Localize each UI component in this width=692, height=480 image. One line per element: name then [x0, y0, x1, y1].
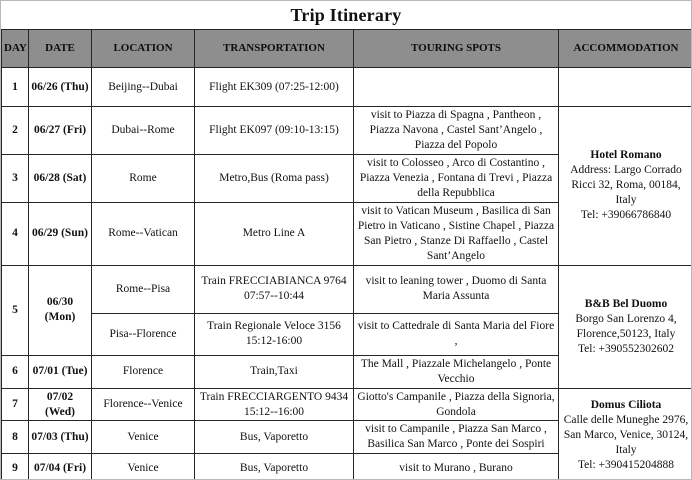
location-cell: Florence--Venice: [92, 388, 195, 421]
table-row: [2, 265, 692, 313]
transportation-cell: [195, 265, 354, 313]
day-cell: 7: [2, 388, 29, 421]
col-header-touring-spots: TOURING SPOTS: [354, 30, 559, 68]
transportation-cell: [195, 421, 354, 454]
location-cell: Florence: [92, 355, 195, 388]
date-cell: 07/01 (Tue): [29, 355, 92, 388]
hotel-tel: Tel: +39066786840: [580, 209, 672, 222]
transport-line-2: 15:12--16:00: [243, 405, 305, 418]
location-cell: Beijing--Dubai: [92, 68, 195, 107]
col-header-day: DAY: [2, 30, 29, 68]
hotel-address: Calle delle Muneghe 2976, San Marco, Venice, 30124, Italy: [563, 414, 689, 456]
day-cell: 3: [2, 155, 29, 203]
transportation-cell: [195, 454, 354, 480]
day-cell: 2: [2, 107, 29, 155]
hotel-address: Address: Largo Corrado Ricci 32, Roma, 00184, Italy: [570, 164, 682, 207]
day-cell: 5: [2, 265, 29, 355]
transportation-cell: [195, 355, 354, 388]
date-cell: 06/29 (Sun): [29, 202, 92, 265]
hotel-tel: Tel: +390415204888: [577, 458, 675, 471]
touring-spots-cell: [354, 68, 559, 107]
col-header-date: DATE: [29, 30, 92, 68]
touring-spots-cell: visit to Colosseo , Arco di Costantino , Piazza Venezia , Fontana di Trevi , Piazza della Repubblica: [354, 155, 559, 203]
touring-spots-cell: The Mall , Piazzale Michelangelo , Ponte Vecchio: [354, 355, 559, 388]
location-cell: Rome--Vatican: [92, 202, 195, 265]
touring-spots-cell: visit to Vatican Museum , Basilica di San Pietro in Vaticano , Sistine Chapel , Piazza San Pietro , Stanze Di Raffaello , Castel Sant’Angelo: [354, 202, 559, 265]
accommodation-cell-empty: [559, 68, 692, 107]
transportation-cell: [195, 202, 354, 265]
date-cell: 06/27 (Fri): [29, 107, 92, 155]
col-header-transportation: TRANSPORTATION: [195, 30, 354, 68]
day-cell: 6: [2, 355, 29, 388]
location-cell: Venice: [92, 421, 195, 454]
transport-line-1: Train Regionale Veloce 3156: [207, 320, 341, 333]
location-cell: Pisa--Florence: [92, 313, 195, 355]
transport-line-1: Train FRECCIARGENTO 9434: [199, 390, 349, 403]
day-cell: 8: [2, 421, 29, 454]
location-cell: Venice: [92, 454, 195, 480]
date-cell: 07/02 (Wed): [29, 388, 92, 421]
col-header-location: LOCATION: [92, 30, 195, 68]
header-row: [2, 30, 692, 68]
transportation-cell: [195, 388, 354, 421]
transport-line-1: Flight EK309 (07:25-12:00): [209, 80, 339, 93]
location-cell: Dubai--Rome: [92, 107, 195, 155]
date-cell: 06/26 (Thu): [29, 68, 92, 107]
touring-spots-cell: visit to leaning tower , Duomo di Santa Maria Assunta: [354, 265, 559, 313]
touring-spots-cell: visit to Murano , Burano: [354, 454, 559, 480]
itinerary-table: [1, 29, 692, 480]
table-row: [2, 107, 692, 155]
hotel-name: Hotel Romano: [590, 149, 662, 162]
table-row: [2, 388, 692, 421]
transportation-cell: [195, 107, 354, 155]
transport-line-2: 15:12-16:00: [245, 335, 303, 348]
hotel-name: Domus Ciliota: [590, 399, 662, 412]
touring-spots-cell: visit to Campanile , Piazza San Marco , Basilica San Marco , Ponte dei Sospiri: [354, 421, 559, 454]
transportation-cell: [195, 155, 354, 203]
page-title: Trip Itinerary: [290, 4, 402, 25]
date-cell: 06/28 (Sat): [29, 155, 92, 203]
day-cell: 1: [2, 68, 29, 107]
accommodation-cell: [559, 265, 692, 388]
location-cell: Rome: [92, 155, 195, 203]
transportation-cell: [195, 68, 354, 107]
hotel-address: Borgo San Lorenzo 4, Florence,50123, Italy: [575, 312, 677, 340]
transport-line-1: Metro Line A: [242, 227, 306, 240]
date-cell: 06/30 (Mon): [29, 265, 92, 355]
location-cell: Rome--Pisa: [92, 265, 195, 313]
transport-line-1: Bus, Vaporetto: [239, 461, 309, 474]
transportation-cell: [195, 313, 354, 355]
date-cell: 07/03 (Thu): [29, 421, 92, 454]
transport-line-2: 07:57--10:44: [243, 290, 305, 303]
hotel-tel: Tel: +390552302602: [577, 342, 675, 355]
table-row: [2, 68, 692, 107]
day-cell: 4: [2, 202, 29, 265]
transport-line-1: Bus, Vaporetto: [239, 430, 309, 443]
touring-spots-cell: visit to Piazza di Spagna , Pantheon , Piazza Navona , Castel Sant’Angelo , Piazza del Popolo: [354, 107, 559, 155]
date-cell: 07/04 (Fri): [29, 454, 92, 480]
accommodation-cell: [559, 107, 692, 266]
transport-line-1: Flight EK097 (09:10-13:15): [209, 124, 339, 137]
day-cell: 9: [2, 454, 29, 480]
hotel-name: B&B Bel Duomo: [584, 297, 668, 310]
transport-line-1: Metro,Bus (Roma pass): [219, 171, 329, 184]
accommodation-cell: [559, 388, 692, 480]
touring-spots-cell: Giotto's Campanile , Piazza della Signoria, Gondola: [354, 388, 559, 421]
transport-line-1: Train,Taxi: [250, 365, 298, 378]
transport-line-1: Train FRECCIABIANCA 9764: [201, 275, 347, 288]
col-header-accommodation: ACCOMMODATION: [559, 30, 692, 68]
touring-spots-cell: visit to Cattedrale di Santa Maria del Fiore ,: [354, 313, 559, 355]
